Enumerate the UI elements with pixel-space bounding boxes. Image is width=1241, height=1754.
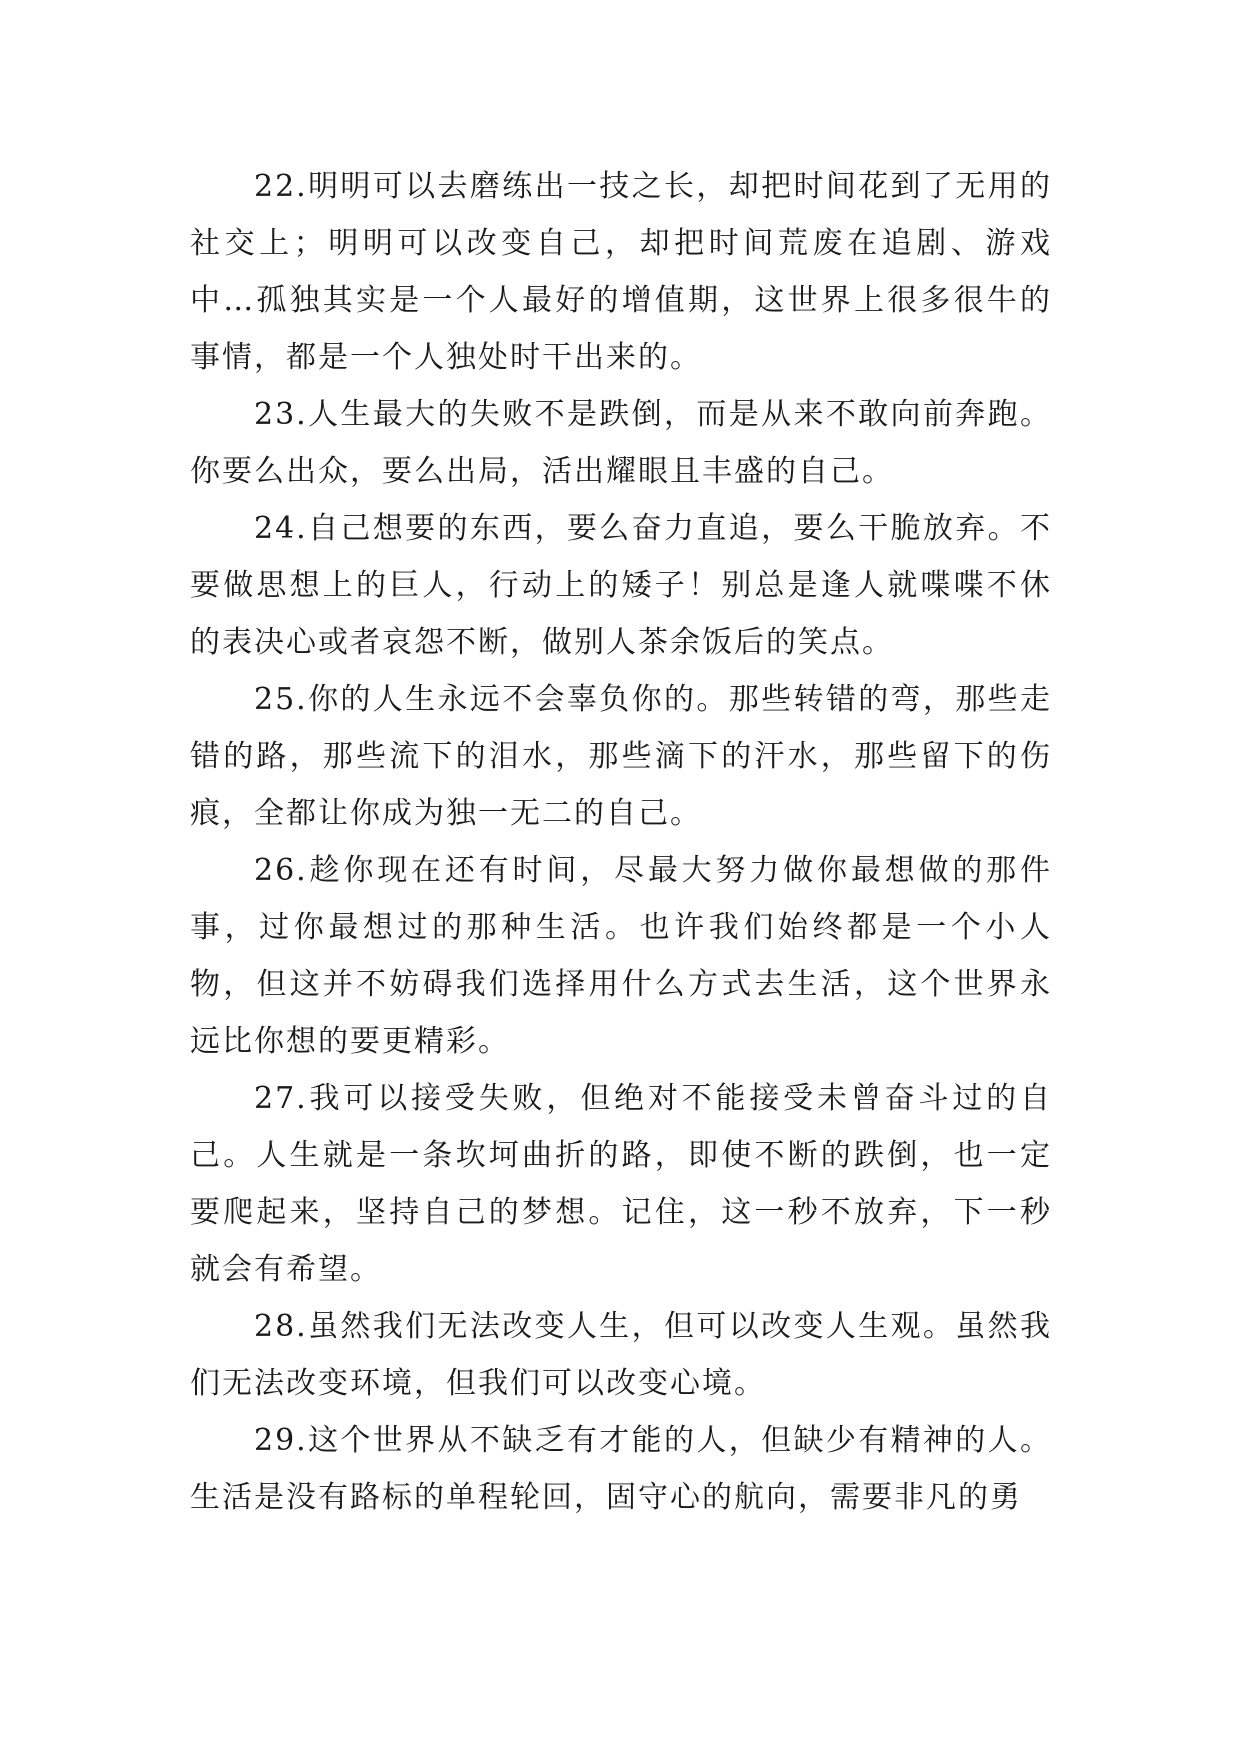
paragraph-26: 26.趁你现在还有时间，尽最大努力做你最想做的那件事，过你最想过的那种生活。也许我们始终都是一个小人物，但这并不妨碍我们选择用什么方式去生活，这个世界永远比你想的要更精彩。 (190, 853, 1052, 1059)
paragraph-23: 23.人生最大的失败不是跌倒，而是从来不敢向前奔跑。你要么出众，要么出局，活出耀眼且丰盛的自己。 (190, 397, 1052, 489)
paragraph-28: 28.虽然我们无法改变人生，但可以改变人生观。虽然我们无法改变环境，但我们可以改变心境。 (190, 1309, 1052, 1401)
document-body (190, 158, 1052, 1526)
paragraph-25: 25.你的人生永远不会辜负你的。那些转错的弯，那些走错的路，那些流下的泪水，那些滴下的汗水，那些留下的伤痕，全都让你成为独一无二的自己。 (190, 682, 1052, 831)
paragraph-29: 29.这个世界从不缺乏有才能的人，但缺少有精神的人。生活是没有路标的单程轮回，固守心的航向，需要非凡的勇 (190, 1423, 1052, 1515)
paragraph-24: 24.自己想要的东西，要么奋力直追，要么干脆放弃。不要做思想上的巨人，行动上的矮子！别总是逢人就喋喋不休的表决心或者哀怨不断，做别人茶余饭后的笑点。 (190, 511, 1052, 660)
paragraph-22: 22.明明可以去磨练出一技之长，却把时间花到了无用的社交上；明明可以改变自己，却把时间荒废在追剧、游戏中…孤独其实是一个人最好的增值期，这世界上很多很牛的事情，都是一个人独处时干出来的。 (190, 169, 1052, 375)
paragraph-27: 27.我可以接受失败，但绝对不能接受未曾奋斗过的自己。人生就是一条坎坷曲折的路，即使不断的跌倒，也一定要爬起来，坚持自己的梦想。记住，这一秒不放弃，下一秒就会有希望。 (190, 1081, 1052, 1287)
